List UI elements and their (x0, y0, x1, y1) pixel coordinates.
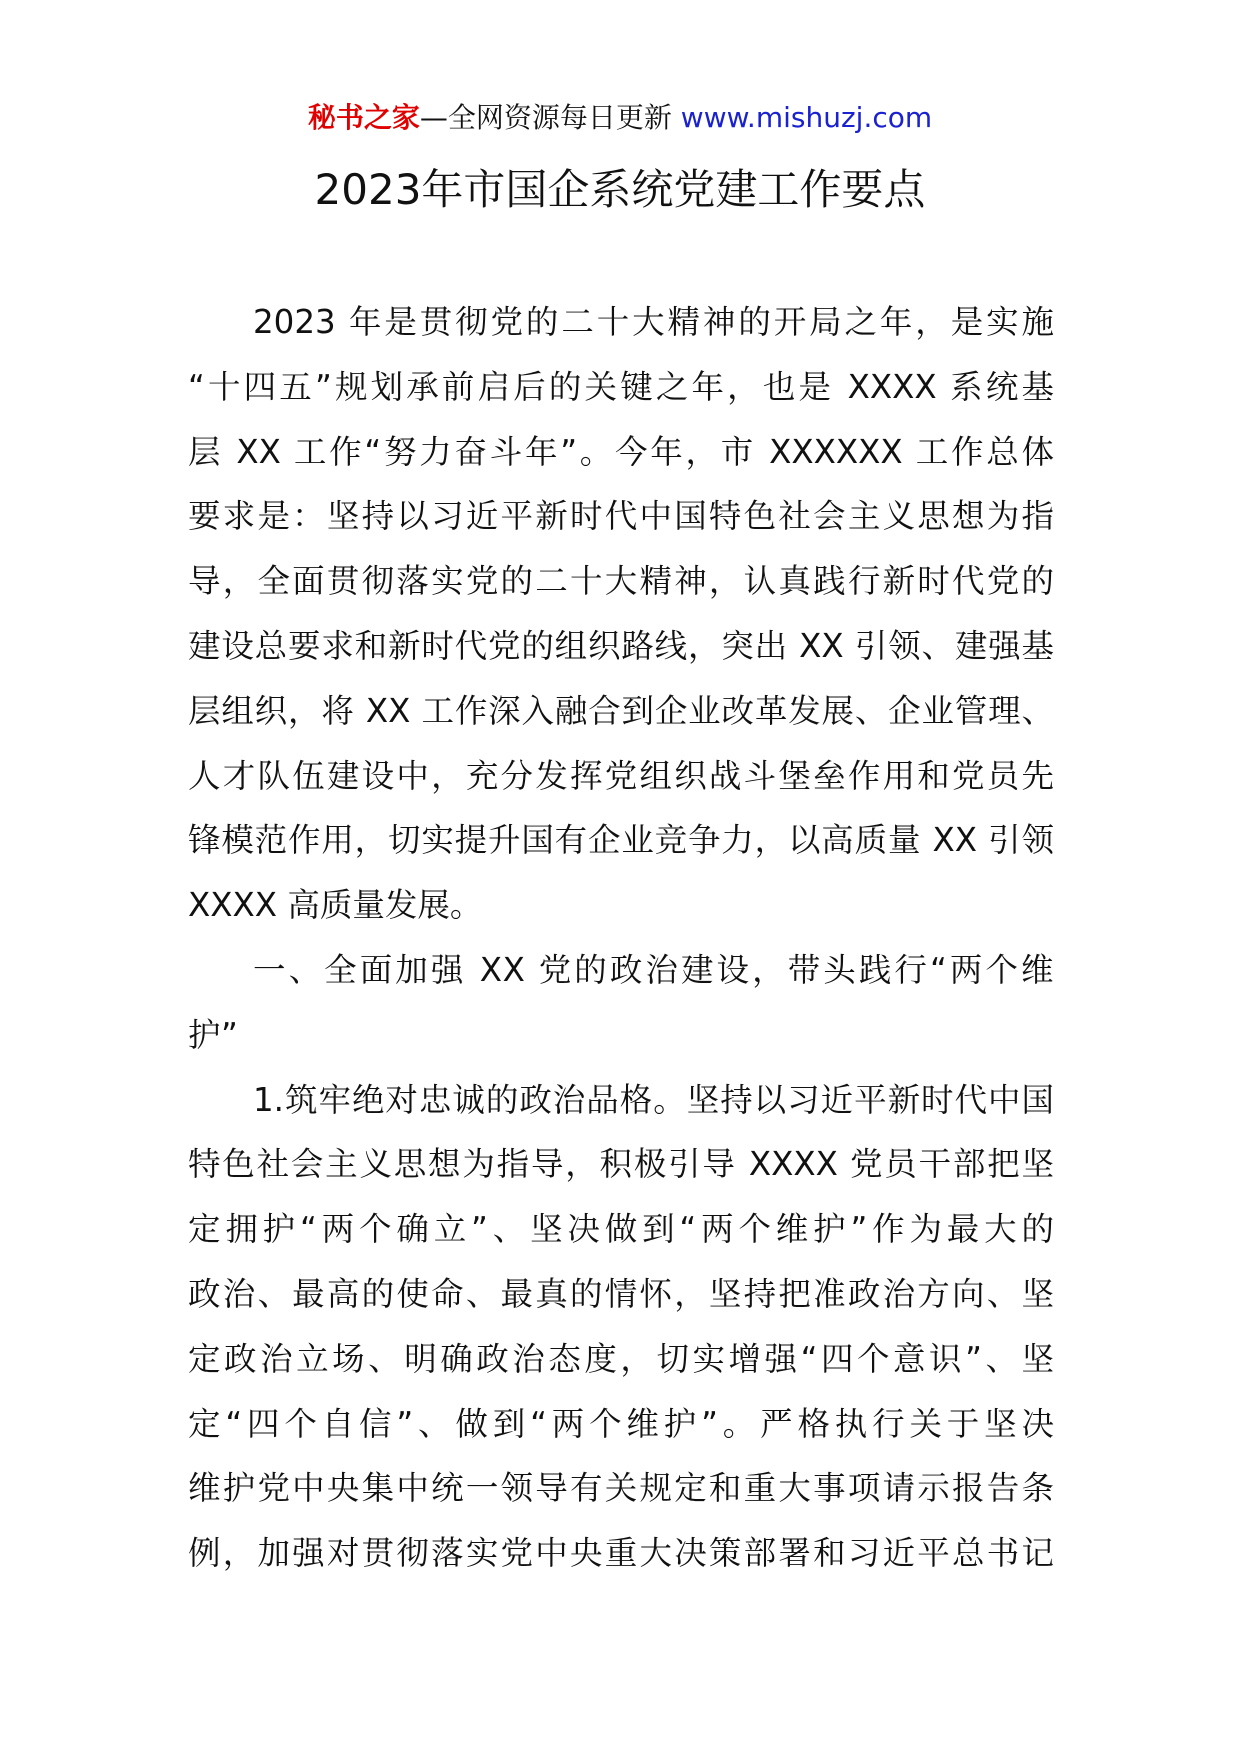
text-line: 定政治立场、明确政治态度，切实增强“四个意识”、坚 (188, 1339, 1054, 1378)
site-url-link[interactable]: www.mishuzj.com (680, 101, 933, 134)
heading-line: 一、全面加强 XX 党的政治建设，带头践行“两个维 (253, 950, 1054, 989)
text-line: 政治、最高的使命、最真的情怀，坚持把准政治方向、坚 (188, 1274, 1054, 1313)
text-line: 2023 年是贯彻党的二十大精神的开局之年，是实施 (253, 303, 1054, 341)
site-header (0, 98, 1240, 138)
text-line: 定“四个自信”、做到“两个维护”。严格执行关于坚决 (188, 1404, 1054, 1443)
brand-name: 秘书之家 (307, 101, 420, 134)
section-heading-1 (188, 938, 1054, 1068)
text-line: “十四五”规划承前启后的关键之年，也是 XXXX 系统基 (188, 367, 1054, 406)
text-line: 层组织，将 XX 工作深入融合到企业改革发展、企业管理、 (188, 691, 1054, 730)
header-tagline: —全网资源每日更新 (419, 101, 672, 134)
text-line: 例，加强对贯彻落实党中央重大决策部署和习近平总书记 (188, 1534, 1054, 1573)
text-line: 维护党中央集中统一领导有关规定和重大事项请示报告条 (188, 1469, 1054, 1508)
text-line: 人才队伍建设中，充分发挥党组织战斗堡垒作用和党员先 (188, 756, 1054, 795)
text-line: 锋模范作用，切实提升国有企业竞争力，以高质量 XX 引领 (188, 821, 1054, 860)
text-line: 层 XX 工作“努力奋斗年”。今年，市 XXXXXX 工作总体 (188, 432, 1054, 471)
text-line: 建设总要求和新时代党的组织路线，突出 XX 引领、建强基 (188, 626, 1054, 665)
text-line: 特色社会主义思想为指导，积极引导 XXXX 党员干部把坚 (188, 1145, 1054, 1184)
paragraph-intro (188, 290, 1054, 938)
text-line: 导，全面贯彻落实党的二十大精神，认真践行新时代党的 (188, 562, 1054, 601)
paragraph-item-1 (188, 1068, 1054, 1586)
document-body (188, 290, 1054, 1586)
heading-line: 护” (188, 1015, 239, 1054)
text-line: 定拥护“两个确立”、坚决做到“两个维护”作为最大的 (188, 1210, 1054, 1249)
text-line: 要求是：坚持以习近平新时代中国特色社会主义思想为指 (188, 497, 1054, 536)
text-line: XXXX 高质量发展。 (188, 886, 483, 925)
text-line: 1.筑牢绝对忠诚的政治品格。坚持以习近平新时代中国 (253, 1080, 1054, 1119)
document-title: 2023年市国企系统党建工作要点 (314, 165, 926, 214)
